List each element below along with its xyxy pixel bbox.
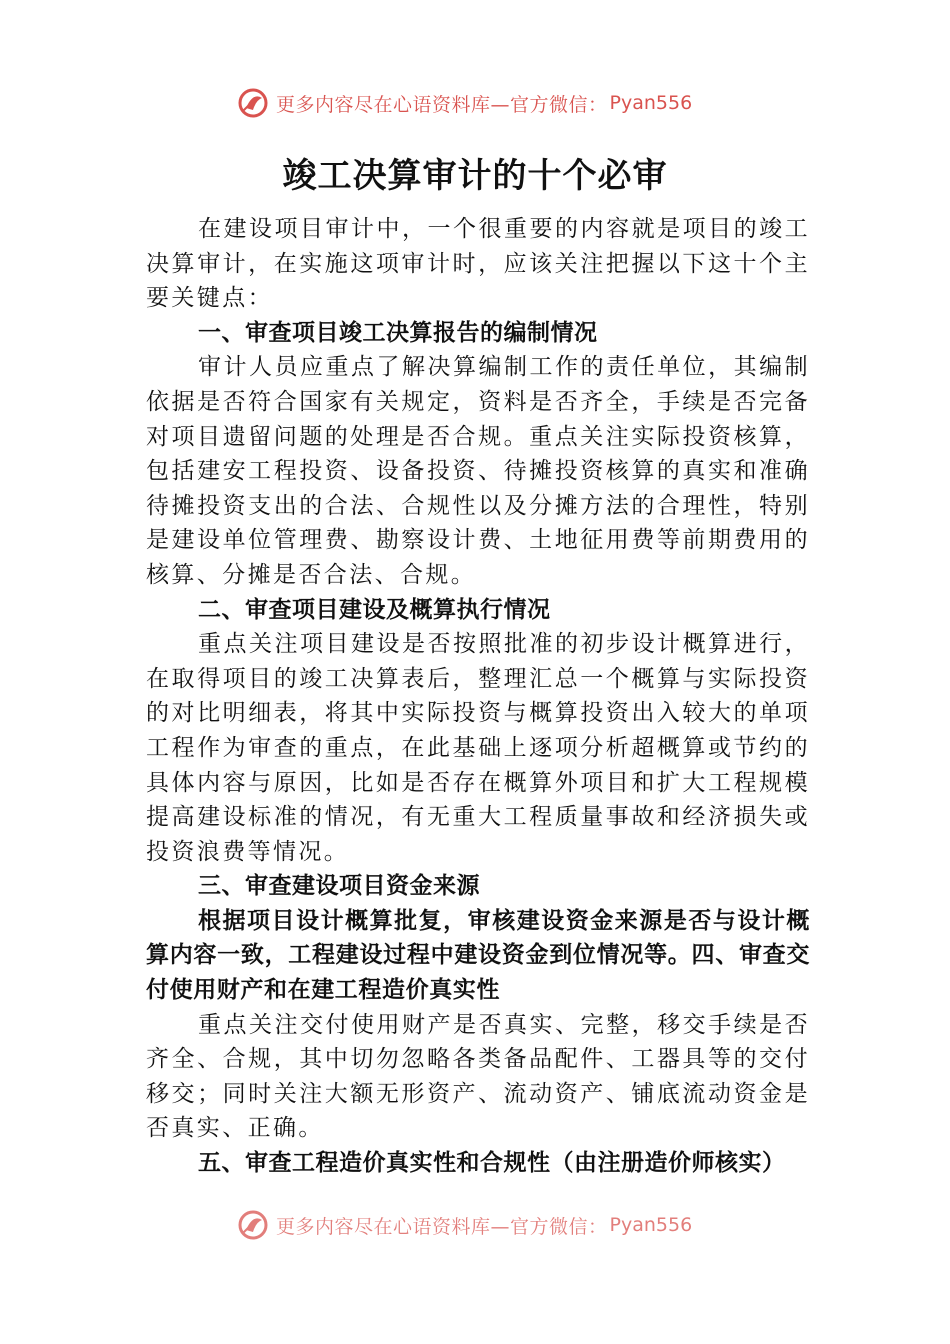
section-2-body: 重点关注项目建设是否按照批准的初步设计概算进行，在取得项目的竣工决算表后，整理汇总一个概算与实际投资的对比明细表，将其中实际投资与概算投资出入较大的单项工程作为审查的重点，在此基础上逐项分析超概算或节约的具体内容与原因，比如是否存在概算外项目和扩大工程规模提高建设标准的情况，有无重大工程质量事故和经济损失或投资浪费等情况。 (146, 631, 810, 865)
watermark-text: 更多内容尽在心语资料库—官方微信： (276, 93, 608, 116)
watermark-contact: Pyan556 (609, 1214, 693, 1236)
logo-icon (236, 1208, 270, 1242)
watermark-text: 更多内容尽在心语资料库—官方微信： (276, 1215, 608, 1238)
section-3-body: 根据项目设计概算批复，审核建设资金来源是否与设计概算内容一致，工程建设过程中建设资金到位情况等。四、审查交付使用财产和在建工程造价真实性 (146, 907, 810, 1004)
watermark-header (236, 86, 692, 120)
section-3-heading: 三、审查建设项目资金来源 (198, 873, 480, 900)
section-2-heading: 二、审查项目建设及概算执行情况 (198, 596, 551, 623)
logo-icon (236, 86, 270, 120)
section-4-body: 重点关注交付使用财产是否真实、完整，移交手续是否齐全、合规，其中切勿忽略各类备品配件、工器具等的交付移交；同时关注大额无形资产、流动资产、铺底流动资金是否真实、正确。 (146, 1011, 810, 1142)
watermark-footer (236, 1208, 692, 1242)
document-body (146, 212, 810, 1181)
section-1-body: 审计人员应重点了解决算编制工作的责任单位，其编制依据是否符合国家有关规定，资料是否齐全，手续是否完备对项目遗留问题的处理是否合规。重点关注实际投资核算，包括建安工程投资、设备投资、待摊投资核算的真实和准确待摊投资支出的合法、合规性以及分摊方法的合理性，特别是建设单位管理费、勘察设计费、土地征用费等前期费用的核算、分摊是否合法、合规。 (146, 354, 810, 588)
intro-paragraph: 在建设项目审计中，一个很重要的内容就是项目的竣工决算审计，在实施这项审计时，应该关注把握以下这十个主要关键点： (146, 216, 810, 312)
section-5-heading: 五、审查工程造价真实性和合规性（由注册造价师核实） (198, 1150, 786, 1177)
section-1-heading: 一、审查项目竣工决算报告的编制情况 (198, 319, 598, 346)
watermark-contact: Pyan556 (609, 92, 693, 114)
document-title: 竣工决算审计的十个必审 (282, 156, 668, 196)
